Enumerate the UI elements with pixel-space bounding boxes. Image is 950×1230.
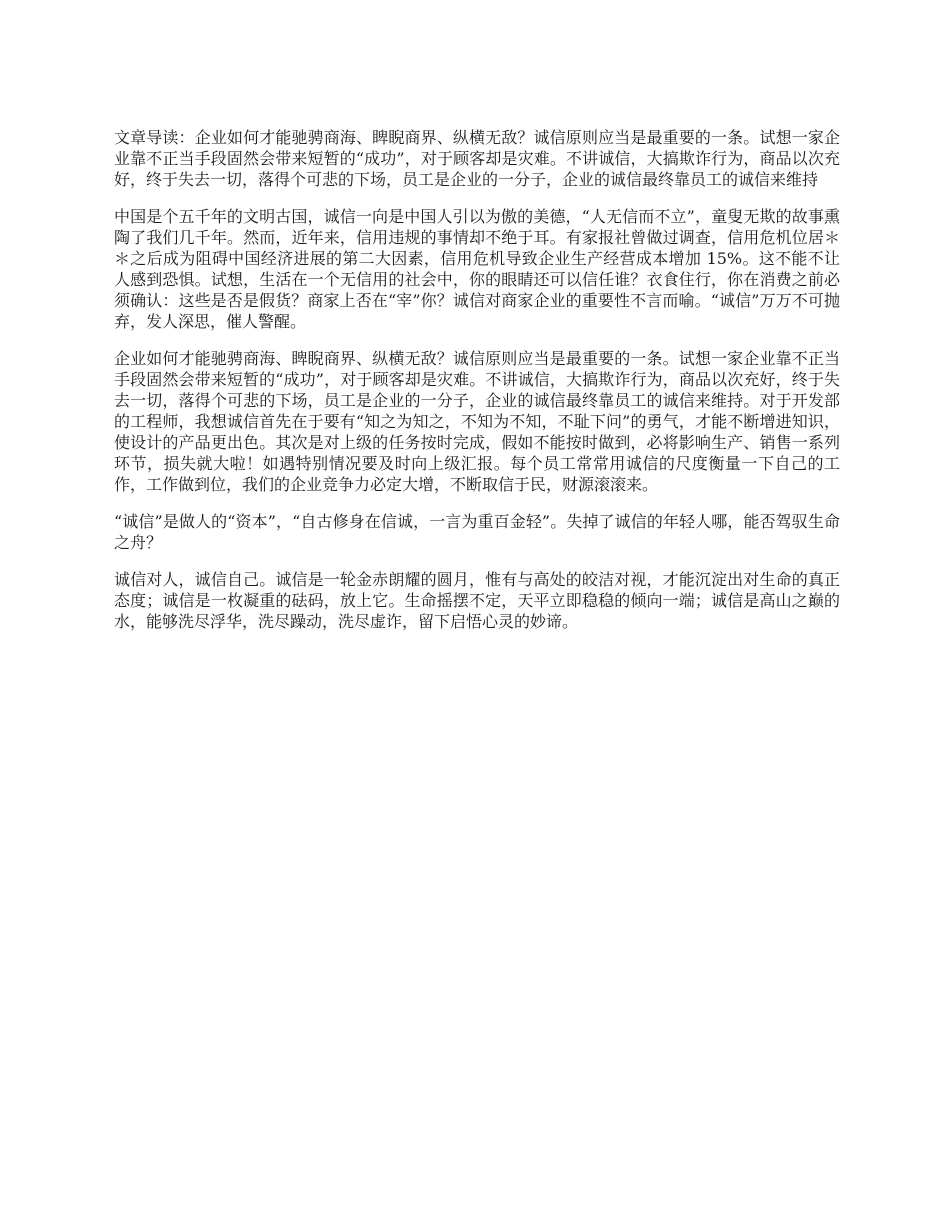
paragraph-1: 中国是个五千年的文明古国，诚信一向是中国人引以为傲的美德，“人无信而不立”，童叟无欺的故事熏陶了我们几千年。然而，近年来，信用违规的事情却不绝于耳。有家报社曾做过调查，信用危机位居＊＊之后成为阻碍中国经济进展的第二大因素，信用危机导致企业生产经营成本增加 15%。这不能不让人感到恐惧。试想，生活在一个无信用的社会中，你的眼睛还可以信任谁？衣食住行，你在消费之前必须确认：这些是否是假货？商家上否在“宰”你？诚信对商家企业的重要性不言而喻。“诚信”万万不可抛弃，发人深思，催人警醒。 bbox=[114, 207, 840, 331]
paragraph-4: 诚信对人，诚信自己。诚信是一轮金赤朗耀的圆月，惟有与高处的皎洁对视，才能沉淀出对生命的真正态度；诚信是一枚凝重的砝码，放上它。生命摇摆不定，天平立即稳稳的倾向一端；诚信是高山之巅的水，能够洗尽浮华，洗尽躁动，洗尽虚诈，留下启悟心灵的妙谛。 bbox=[114, 570, 840, 631]
paragraph-intro: 文章导读：企业如何才能驰骋商海、睥睨商界、纵横无敌？诚信原则应当是最重要的一条。试想一家企业靠不正当手段固然会带来短暂的“成功”，对于顾客却是灾难。不讲诚信，大搞欺诈行为，商品以次充好，终于失去一切，落得个可悲的下场，员工是企业的一分子，企业的诚信最终靠员工的诚信来维持 bbox=[114, 128, 840, 189]
document-body bbox=[114, 127, 840, 648]
paragraph-3: “诚信”是做人的“资本”，“自古修身在信诚，一言为重百金轻”。失掉了诚信的年轻人哪，能否驾驭生命之舟？ bbox=[114, 512, 840, 552]
paragraph-2: 企业如何才能驰骋商海、睥睨商界、纵横无敌？诚信原则应当是最重要的一条。试想一家企业靠不正当手段固然会带来短暂的“成功”，对于顾客却是灾难。不讲诚信，大搞欺诈行为，商品以次充好，终于失去一切，落得个可悲的下场，员工是企业的一分子，企业的诚信最终靠员工的诚信来维持。对于开发部的工程师，我想诚信首先在于要有“知之为知之，不知为不知，不耻下问”的勇气，才能不断增进知识，使设计的产品更出色。其次是对上级的任务按时完成，假如不能按时做到，必将影响生产、销售一系列环节，损失就大啦！如遇特别情况要及时向上级汇报。每个员工常常用诚信的尺度衡量一下自己的工作，工作做到位，我们的企业竞争力必定大增，不断取信于民，财源滚滚来。 bbox=[114, 349, 840, 494]
